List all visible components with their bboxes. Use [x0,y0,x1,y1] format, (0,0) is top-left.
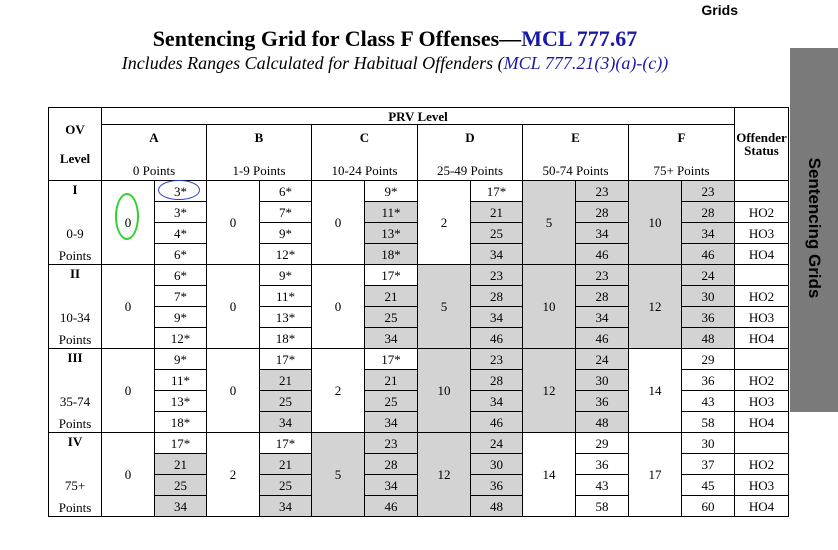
grid-min-value: 2 [207,433,260,517]
ov-level-roman: I [49,181,102,223]
grid-max-value: 25 [365,307,418,328]
grid-max-value: 46 [682,244,735,265]
level-label: Level [59,151,91,166]
grid-max-value: 21 [471,202,523,223]
grid-max-value: 25 [471,223,523,244]
offender-status-cell [735,181,789,202]
prv-column-points: 75+ Points [629,150,735,181]
grid-max-value: 13* [365,223,418,244]
grid-min-value: 0 [102,181,155,265]
grid-max-value: 9* [365,181,418,202]
grid-max-value: 30 [471,454,523,475]
grid-max-value: 25 [365,391,418,412]
grid-max-value: 58 [576,496,629,517]
grid-max-value: 9* [155,349,207,370]
grid-min-value: 0 [312,265,365,349]
grid-min-value: 5 [418,265,471,349]
grid-max-value: 18* [260,328,312,349]
ov-level-roman: III [49,349,102,391]
grid-max-value: 23 [576,265,629,286]
grid-max-value: 30 [682,286,735,307]
grid-min-value: 14 [629,349,682,433]
grid-max-value: 28 [576,286,629,307]
grid-max-value: 28 [576,202,629,223]
ov-points-label: Points [49,412,102,433]
grid-min-value: 10 [523,265,576,349]
prv-column-points: 0 Points [102,150,207,181]
side-tab[interactable] [790,48,838,412]
grid-max-value: 45 [682,475,735,496]
grid-min-value: 2 [312,349,365,433]
prv-column-points: 25-49 Points [418,150,523,181]
grid-max-value: 29 [682,349,735,370]
offender-status-cell: HO4 [735,328,789,349]
grid-max-value: 17* [155,433,207,454]
grid-max-value: 46 [471,412,523,433]
grid-max-value: 28 [365,454,418,475]
ov-level-header [49,108,102,181]
grid-max-value: 29 [576,433,629,454]
grid-min-value: 17 [629,433,682,517]
grid-min-value: 0 [102,265,155,349]
grid-min-value: 5 [312,433,365,517]
grid-min-value: 12 [418,433,471,517]
grid-max-value: 21 [365,370,418,391]
grid-max-value: 17* [260,349,312,370]
grid-max-value: 34 [576,307,629,328]
grid-max-value: 34 [576,223,629,244]
grid-max-value: 28 [682,202,735,223]
offender-status-header: Offender Status [735,108,789,181]
page-subtitle [0,53,790,74]
grid-max-value: 23 [471,265,523,286]
grid-max-value: 48 [471,496,523,517]
offender-status-cell: HO3 [735,475,789,496]
grid-max-value: 23 [365,433,418,454]
grid-max-value: 60 [682,496,735,517]
grid-max-value: 9* [260,223,312,244]
side-tab-label: Sentencing Grids [805,157,824,299]
prv-column-letter: F [629,125,735,150]
offender-status-cell: HO3 [735,223,789,244]
grid-max-value: 17* [260,433,312,454]
grid-max-value: 7* [260,202,312,223]
grid-max-value: 34 [260,412,312,433]
grid-min-value: 0 [102,349,155,433]
grid-max-value: 11* [260,286,312,307]
prv-column-letter: C [312,125,418,150]
grid-max-value: 18* [155,412,207,433]
grid-max-value: 46 [365,496,418,517]
offender-status-cell: HO3 [735,391,789,412]
grid-max-value: 13* [155,391,207,412]
page-title [0,26,790,52]
grid-max-value: 9* [260,265,312,286]
offender-status-cell [735,349,789,370]
grid-max-value: 28 [471,370,523,391]
grid-max-value: 48 [576,412,629,433]
grid-max-value: 46 [576,244,629,265]
grid-min-value: 5 [523,181,576,265]
grid-max-value: 46 [471,328,523,349]
grid-max-value: 25 [155,475,207,496]
grid-max-value: 9* [155,307,207,328]
grid-max-value: 21 [260,454,312,475]
prv-column-points: 10-24 Points [312,150,418,181]
grid-max-value: 36 [682,307,735,328]
grid-max-value: 21 [260,370,312,391]
subtitle-text: Includes Ranges Calculated for Habitual Offenders ( [121,53,504,73]
grid-min-value: 14 [523,433,576,517]
grid-max-value: 23 [471,349,523,370]
title-text: Sentencing Grid for Class F Offenses— [152,26,522,51]
grid-min-value: 0 [102,433,155,517]
grid-max-value: 21 [365,286,418,307]
offender-status-cell: HO4 [735,244,789,265]
grid-max-value: 23 [576,181,629,202]
grid-min-value: 0 [207,181,260,265]
sentencing-grid-table [48,107,789,517]
ov-level-points: 35-74 [49,391,102,412]
ov-level-points: 75+ [49,475,102,496]
grid-min-value: 2 [418,181,471,265]
blue-circle-annotation [158,180,200,200]
grid-max-value: 24 [576,349,629,370]
grid-max-value: 3* [155,202,207,223]
grid-max-value: 13* [260,307,312,328]
grid-max-value: 43 [682,391,735,412]
offender-status-cell: HO3 [735,307,789,328]
ov-level-points: 10-34 [49,307,102,328]
grid-max-value: 6* [155,244,207,265]
offender-status-cell: HO4 [735,496,789,517]
grid-max-value: 17* [365,265,418,286]
offender-status-cell [735,265,789,286]
grid-min-value: 10 [629,181,682,265]
grid-max-value: 25 [260,475,312,496]
statute-link[interactable]: MCL 777.67 [521,26,638,51]
offender-status-cell [735,433,789,454]
ov-points-label: Points [49,244,102,265]
grid-max-value: 12* [155,328,207,349]
offender-status-cell: HO2 [735,202,789,223]
grid-max-value: 4* [155,223,207,244]
habitual-statute-link[interactable]: MCL 777.21(3)(a)-(c)) [503,53,669,73]
grid-max-value: 6* [155,265,207,286]
prv-column-points: 1-9 Points [207,150,312,181]
grid-max-value: 30 [576,370,629,391]
grid-max-value: 36 [471,475,523,496]
ov-points-label: Points [49,496,102,517]
grid-max-value: 7* [155,286,207,307]
grid-min-value: 0 [207,265,260,349]
green-circle-annotation [115,193,139,240]
grid-max-value: 24 [682,265,735,286]
offender-status-cell: HO2 [735,370,789,391]
grid-max-value: 34 [682,223,735,244]
grid-max-value: 17* [471,181,523,202]
offender-status-cell: HO2 [735,286,789,307]
grid-min-value: 0 [312,181,365,265]
prv-column-letter: D [418,125,523,150]
grid-max-value: 37 [682,454,735,475]
grid-max-value: 36 [576,391,629,412]
grid-max-value: 36 [682,370,735,391]
grid-max-value: 48 [682,328,735,349]
grid-min-value: 12 [523,349,576,433]
prv-column-letter: B [207,125,312,150]
grid-max-value: 12* [260,244,312,265]
grid-max-value: 34 [155,496,207,517]
grid-max-value: 58 [682,412,735,433]
grid-max-value: 34 [365,328,418,349]
prv-column-letter: A [102,125,207,150]
grid-min-value: 0 [207,349,260,433]
ov-label: OV [65,122,85,137]
grid-max-value: 34 [365,475,418,496]
grid-max-value: 11* [365,202,418,223]
grid-max-value: 34 [471,391,523,412]
ov-level-roman: II [49,265,102,307]
offender-status-cell: HO2 [735,454,789,475]
grid-max-value: 30 [682,433,735,454]
ov-level-roman: IV [49,433,102,475]
grid-max-value: 6* [260,181,312,202]
grid-min-value: 10 [418,349,471,433]
ov-points-label: Points [49,328,102,349]
grid-max-value: 34 [471,307,523,328]
ov-level-points: 0-9 [49,223,102,244]
grid-max-value: 18* [365,244,418,265]
grid-max-value: 28 [471,286,523,307]
grid-min-value: 12 [629,265,682,349]
prv-column-letter: E [523,125,629,150]
grid-max-value: 24 [471,433,523,454]
grid-max-value: 17* [365,349,418,370]
grid-max-value: 34 [365,412,418,433]
grid-max-value: 23 [682,181,735,202]
grid-max-value: 46 [576,328,629,349]
grid-max-value: 36 [576,454,629,475]
prv-level-header: PRV Level [102,108,735,125]
grid-max-value: 3* [155,181,207,202]
grid-max-value: 11* [155,370,207,391]
grid-max-value: 25 [260,391,312,412]
grid-max-value: 43 [576,475,629,496]
grid-max-value: 34 [471,244,523,265]
grid-max-value: 34 [260,496,312,517]
grid-max-value: 21 [155,454,207,475]
section-label: Grids [701,2,738,18]
prv-column-points: 50-74 Points [523,150,629,181]
offender-status-cell: HO4 [735,412,789,433]
